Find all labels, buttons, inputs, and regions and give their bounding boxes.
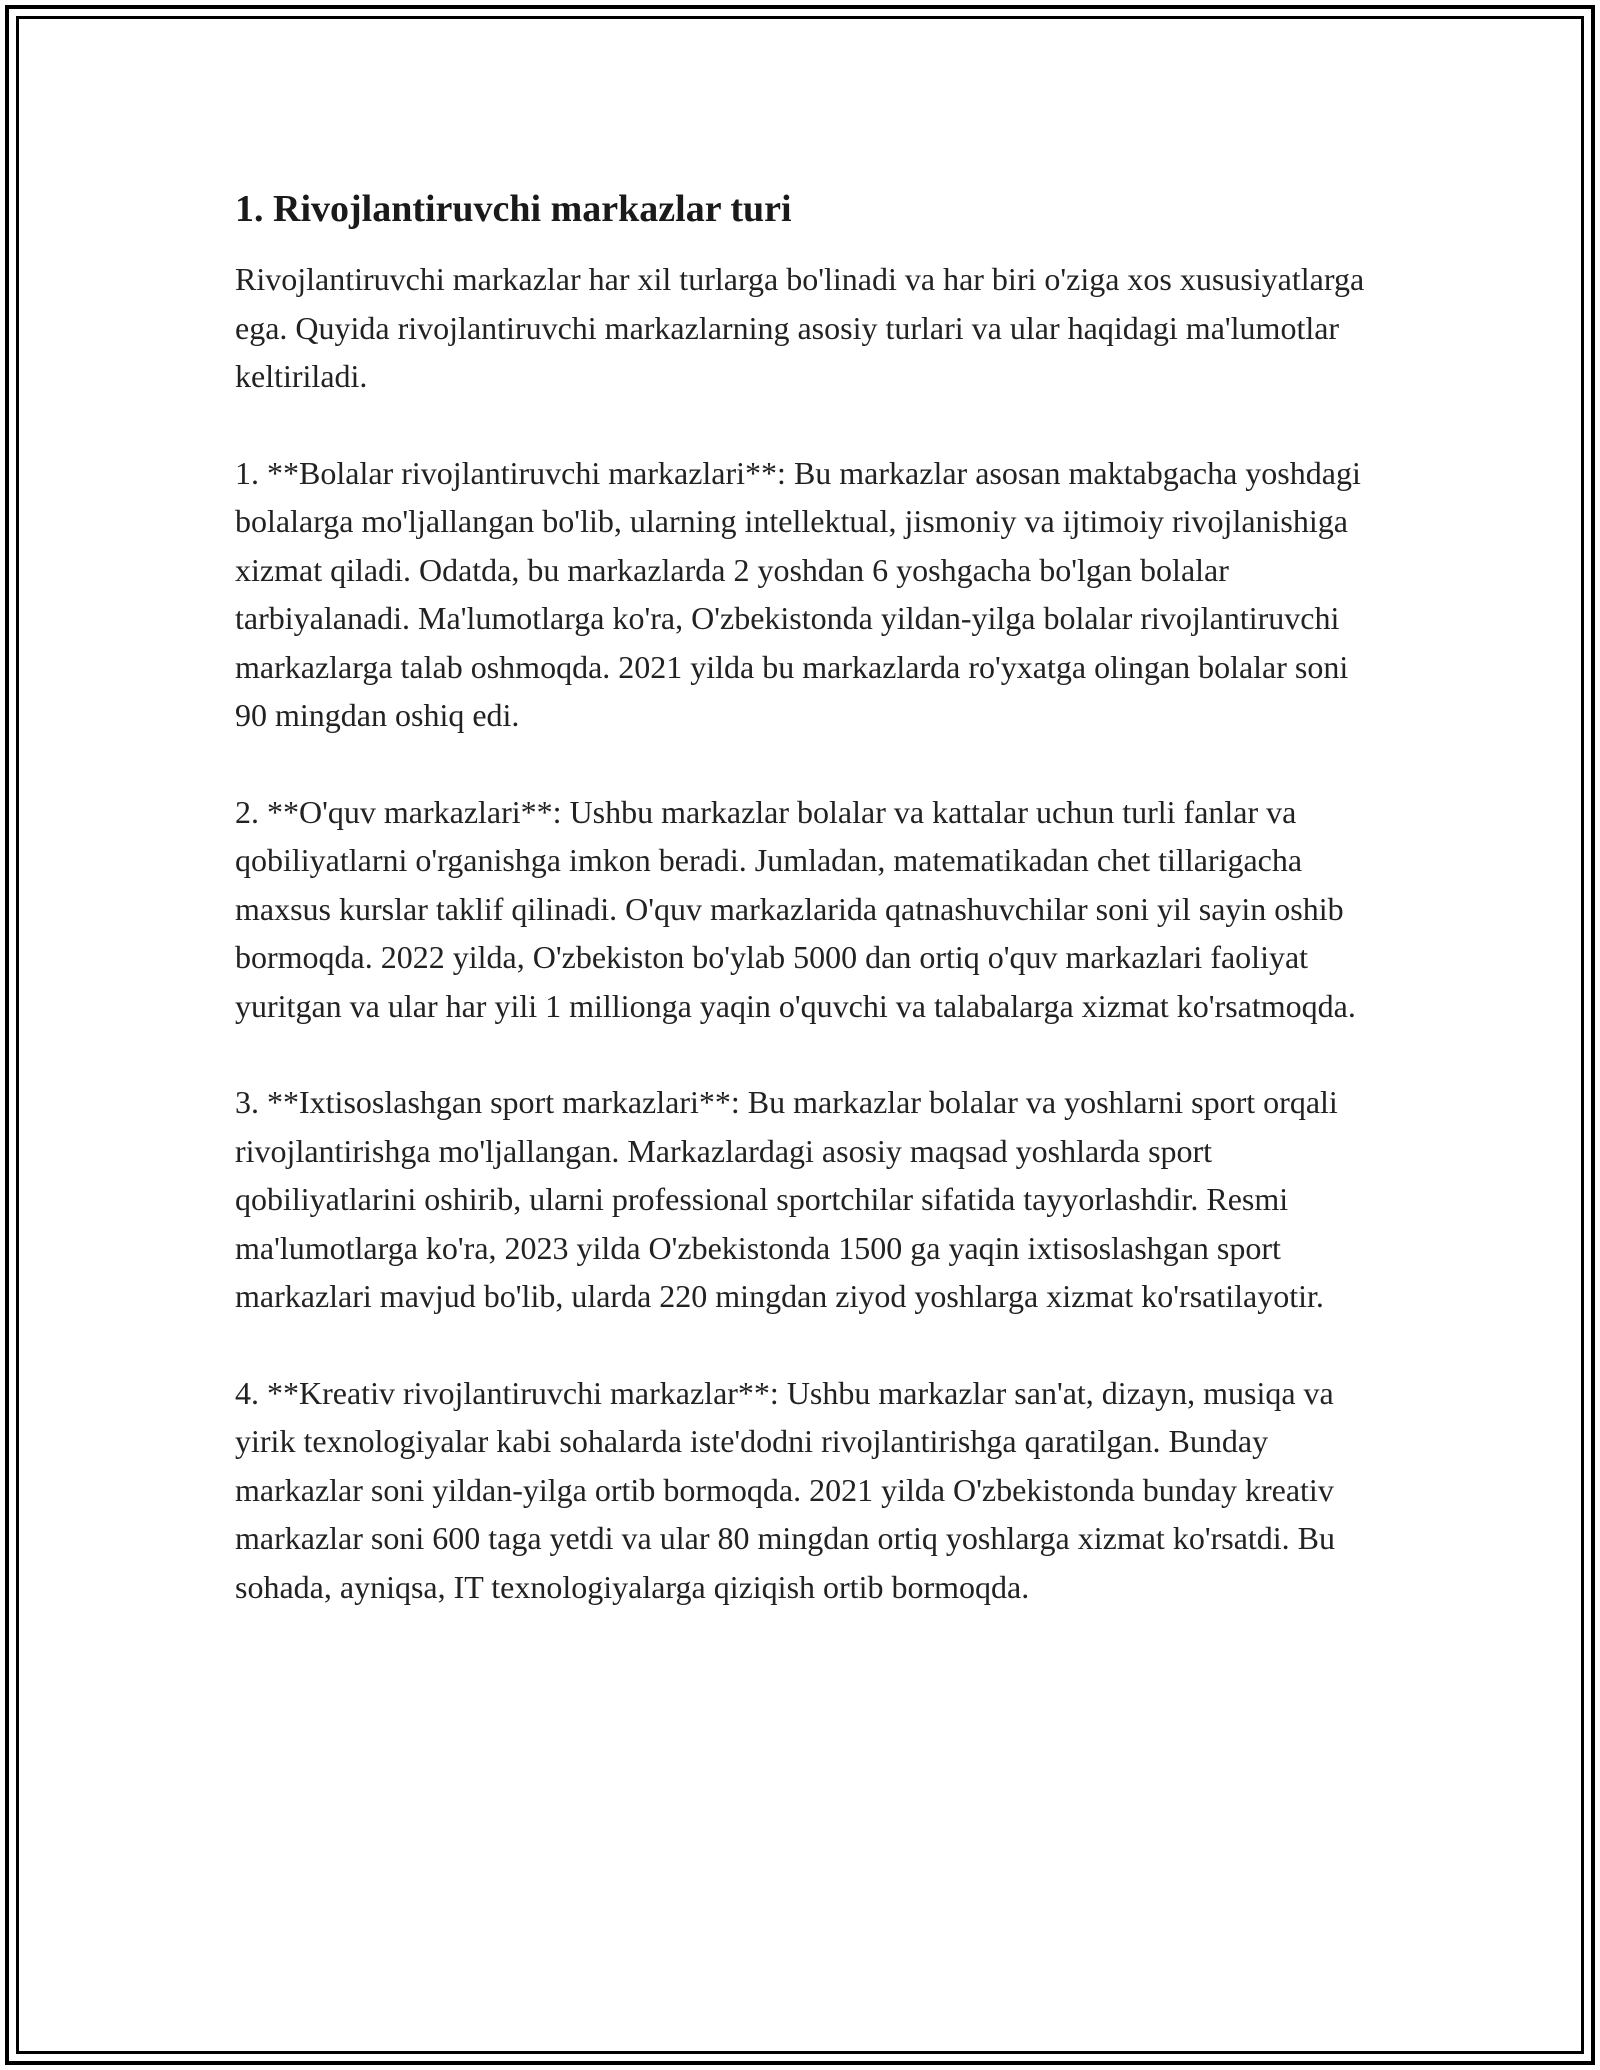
document-body xyxy=(235,185,1385,1659)
paragraph-children-centers: 1. **Bolalar rivojlantiruvchi markazlari**: Bu markazlar asosan maktabgacha yoshdagi bolalarga mo'ljallangan bo'lib, ularning intellektual, jismoniy va ijtimoiy rivojlanishiga xizmat qiladi. Odatda, bu markazlarda 2 yoshdan 6 yoshgacha bo'lgan bolalar tarbiyalanadi. Ma'lumotlarga ko'ra, O'zbekistonda yildan-yilga bolalar rivojlantiruvchi markazlarga talab oshmoqda. 2021 yilda bu markazlarda ro'yxatga olingan bolalar soni 90 mingdan oshiq edi. xyxy=(235,454,1361,733)
intro-paragraph: Rivojlantiruvchi markazlar har xil turlarga bo'linadi va har biri o'ziga xos xususiyatlarga ega. Quyida rivojlantiruvchi markazlarning asosiy turlari va ular haqidagi ma'lumotlar keltiriladi. xyxy=(235,261,1365,394)
section-heading: 1. Rivojlantiruvchi markazlar turi xyxy=(235,188,792,230)
paragraph-education-centers: 2. **O'quv markazlari**: Ushbu markazlar bolalar va kattalar uchun turli fanlar va qobiliyatlarni o'rganishga imkon beradi. Jumladan, matematikadan chet tillarigacha maxsus kurslar taklif qilinadi. O'quv markazlarida qatnashuvchilar soni yil sayin oshib bormoqda. 2022 yilda, O'zbekiston bo'ylab 5000 dan ortiq o'quv markazlari faoliyat yuritgan va ular har yili 1 millionga yaqin o'quvchi va talabalarga xizmat ko'rsatmoqda. xyxy=(235,793,1356,1024)
paragraph-creative-centers: 4. **Kreativ rivojlantiruvchi markazlar**: Ushbu markazlar san'at, dizayn, musiqa va yirik texnologiyalar kabi sohalarda iste'dodni rivojlantirishga qaratilgan. Bunday markazlar soni yildan-yilga ortib bormoqda. 2021 yilda O'zbekistonda bunday kreativ markazlar soni 600 taga yetdi va ular 80 mingdan ortiq yoshlarga xizmat ko'rsatdi. Bu sohada, ayniqsa, IT texnologiyalarga qiziqish ortib bormoqda. xyxy=(235,1374,1336,1605)
paragraph-sport-centers: 3. **Ixtisoslashgan sport markazlari**: Bu markazlar bolalar va yoshlarni sport orqali rivojlantirishga mo'ljallangan. Markazlardagi asosiy maqsad yoshlarda sport qobiliyatlarini oshirib, ularni professional sportchilar sifatida tayyorlashdir. Resmi ma'lumotlarga ko'ra, 2023 yilda O'zbekistonda 1500 ga yaqin ixtisoslashgan sport markazlari mavjud bo'lib, ularda 220 mingdan ziyod yoshlarga xizmat ko'rsatilayotir. xyxy=(235,1084,1338,1314)
